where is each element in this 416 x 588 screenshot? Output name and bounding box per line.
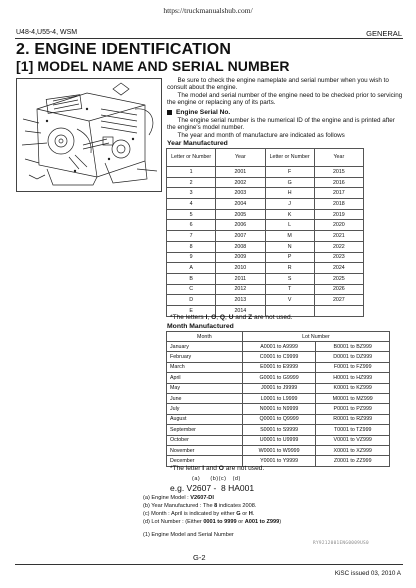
- year-cell: 2011: [216, 273, 265, 284]
- year-cell: A: [167, 263, 216, 274]
- year-cell: H: [265, 188, 314, 199]
- serial-paragraph-2: The year and month of manufacture are indicated as follows: [177, 132, 345, 139]
- year-cell: 2013: [216, 295, 265, 306]
- month-row: [167, 342, 390, 352]
- lot-number-cell: S0001 to S9999: [242, 425, 316, 435]
- year-cell: 2005: [216, 209, 265, 220]
- year-header-year: Year: [216, 149, 265, 167]
- year-row: [167, 209, 364, 220]
- month-row: [167, 435, 390, 445]
- figure-code: RY9212001ENG0009US0: [313, 541, 369, 546]
- year-cell: 2004: [216, 199, 265, 210]
- lot-number-cell: W0001 to W9999: [242, 445, 316, 455]
- month-name-cell: August: [167, 414, 243, 424]
- month-row: [167, 373, 390, 383]
- year-cell: S: [265, 273, 314, 284]
- lot-number-cell: A0001 to A9999: [242, 342, 316, 352]
- year-cell: 2: [167, 177, 216, 188]
- year-cell: 9: [167, 252, 216, 263]
- year-cell: E: [167, 305, 216, 316]
- lot-number-cell: V0001 to VZ999: [316, 435, 390, 445]
- page-number: G-2: [193, 553, 206, 562]
- legend-engine-model: (a) Engine Model : V2607-DI: [143, 495, 214, 501]
- month-row: [167, 404, 390, 414]
- year-cell: 2002: [216, 177, 265, 188]
- year-cell: 4: [167, 199, 216, 210]
- year-row: [167, 167, 364, 178]
- lot-number-cell: M0001 to MZ999: [316, 393, 390, 403]
- month-row: [167, 445, 390, 455]
- month-row: [167, 425, 390, 435]
- year-cell: 2020: [314, 220, 363, 231]
- year-cell: N: [265, 241, 314, 252]
- month-name-cell: March: [167, 362, 243, 372]
- lot-number-cell: P0001 to PZ999: [316, 404, 390, 414]
- year-cell: 2007: [216, 231, 265, 242]
- year-cell: 2021: [314, 231, 363, 242]
- engine-illustration: [17, 79, 162, 192]
- month-name-cell: April: [167, 373, 243, 383]
- lot-number-cell: J0001 to J9999: [242, 383, 316, 393]
- lot-number-cell: U0001 to U9999: [242, 435, 316, 445]
- year-cell: 5: [167, 209, 216, 220]
- lot-number-cell: D0001 to DZ999: [316, 352, 390, 362]
- month-name-cell: June: [167, 393, 243, 403]
- year-header-year-2: Year: [314, 149, 363, 167]
- year-cell: 2025: [314, 273, 363, 284]
- lot-number-cell: F0001 to FZ999: [316, 362, 390, 372]
- lot-number-cell: C0001 to C9999: [242, 352, 316, 362]
- year-cell: B: [167, 273, 216, 284]
- footer-rule: [15, 564, 403, 565]
- header-rule: [15, 38, 403, 39]
- year-cell: 6: [167, 220, 216, 231]
- intro-paragraph-2: The model and serial number of the engine need to be checked prior to servicing the engine or replacing any of its parts.: [167, 92, 403, 107]
- header-manual-id: U48-4,U55-4, WSM: [16, 29, 78, 36]
- year-cell: 2024: [314, 263, 363, 274]
- year-table: [166, 148, 364, 317]
- lot-number-cell: Z0001 to ZZ999: [316, 456, 390, 466]
- year-cell: L: [265, 220, 314, 231]
- lot-number-cell: L0001 to L9999: [242, 393, 316, 403]
- month-name-cell: July: [167, 404, 243, 414]
- example-part-labels: (a) (b)(c) (d): [192, 476, 241, 482]
- header-section: GENERAL: [366, 29, 402, 38]
- month-name-cell: October: [167, 435, 243, 445]
- month-row: [167, 414, 390, 424]
- lot-number-cell: X0001 to XZ999: [316, 445, 390, 455]
- year-cell: 2006: [216, 220, 265, 231]
- lot-number-cell: N0001 to N9999: [242, 404, 316, 414]
- year-cell: 2026: [314, 284, 363, 295]
- year-cell: T: [265, 284, 314, 295]
- year-cell: G: [265, 177, 314, 188]
- year-cell: 2017: [314, 188, 363, 199]
- year-cell: 2008: [216, 241, 265, 252]
- year-row: [167, 284, 364, 295]
- serial-heading: Engine Serial No.: [167, 109, 230, 116]
- month-note: *The letter I and O are not used.: [170, 465, 265, 472]
- year-cell: 2023: [314, 252, 363, 263]
- legend-lot-number: (d) Lot Number : (Either 0001 to 9999 or A001 to Z999): [143, 519, 282, 525]
- month-name-cell: December: [167, 456, 243, 466]
- month-name-cell: November: [167, 445, 243, 455]
- year-row: [167, 263, 364, 274]
- year-row: [167, 220, 364, 231]
- year-cell: 7: [167, 231, 216, 242]
- year-cell: 2016: [314, 177, 363, 188]
- year-cell: 2009: [216, 252, 265, 263]
- square-bullet-icon: [167, 110, 172, 115]
- year-cell: V: [265, 295, 314, 306]
- month-table: [166, 331, 390, 467]
- year-cell: 2014: [216, 305, 265, 316]
- month-name-cell: February: [167, 352, 243, 362]
- subsection-title: [1] MODEL NAME AND SERIAL NUMBER: [16, 58, 290, 74]
- section-title: 2. ENGINE IDENTIFICATION: [16, 41, 232, 58]
- month-row: [167, 393, 390, 403]
- engine-figure: [16, 78, 162, 192]
- month-header-month: Month: [167, 332, 243, 342]
- lot-number-cell: Q0001 to Q9999: [242, 414, 316, 424]
- year-row: [167, 199, 364, 210]
- lot-number-cell: H0001 to HZ999: [316, 373, 390, 383]
- year-row: [167, 231, 364, 242]
- year-cell: 2022: [314, 241, 363, 252]
- month-table-title: Month Manufactured: [167, 323, 234, 330]
- year-cell: 2003: [216, 188, 265, 199]
- year-header-letter-2: Letter or Number: [265, 149, 314, 167]
- year-cell: J: [265, 199, 314, 210]
- site-url[interactable]: https://truckmanualshub.com/: [163, 6, 253, 15]
- lot-number-cell: Y0001 to Y9999: [242, 456, 316, 466]
- year-row: [167, 188, 364, 199]
- year-cell: 2027: [314, 295, 363, 306]
- year-row: [167, 177, 364, 188]
- year-cell: [314, 305, 363, 316]
- month-name-cell: January: [167, 342, 243, 352]
- month-row: [167, 362, 390, 372]
- month-row: [167, 352, 390, 362]
- year-cell: 8: [167, 241, 216, 252]
- year-row: [167, 295, 364, 306]
- month-header-lot: Lot Number: [242, 332, 389, 342]
- year-row: [167, 241, 364, 252]
- year-cell: K: [265, 209, 314, 220]
- year-cell: D: [167, 295, 216, 306]
- year-table-title: Year Manufactured: [167, 140, 228, 147]
- year-cell: 1: [167, 167, 216, 178]
- year-cell: 2010: [216, 263, 265, 274]
- lot-number-cell: K0001 to KZ999: [316, 383, 390, 393]
- month-name-cell: May: [167, 383, 243, 393]
- year-table-body: [167, 167, 364, 317]
- serial-paragraph-1: The engine serial number is the numerical ID of the engine and is printed after the engine's model number.: [167, 117, 395, 132]
- year-row: [167, 252, 364, 263]
- year-note: *The letters I, O, Q, U and Z are not used.: [170, 314, 293, 321]
- year-cell: 2019: [314, 209, 363, 220]
- example-serial: e.g. V2607 - 8 HA001: [170, 483, 255, 493]
- month-row: [167, 383, 390, 393]
- year-cell: F: [265, 167, 314, 178]
- lot-number-cell: R0001 to RZ999: [316, 414, 390, 424]
- figure-caption: (1) Engine Model and Serial Number: [143, 532, 234, 538]
- lot-number-cell: G0001 to G9999: [242, 373, 316, 383]
- lot-number-cell: E0001 to E9999: [242, 362, 316, 372]
- lot-number-cell: T0001 to TZ999: [316, 425, 390, 435]
- year-cell: P: [265, 252, 314, 263]
- year-cell: M: [265, 231, 314, 242]
- legend-year: (b) Year Manufactured : The 8 indicates 2008.: [143, 503, 257, 509]
- year-header-letter: Letter or Number: [167, 149, 216, 167]
- year-cell: 2012: [216, 284, 265, 295]
- intro-paragraph-1: Be sure to check the engine nameplate and serial number when you wish to consult about the engine.: [167, 77, 389, 92]
- legend-month: (c) Month : April is indicated by either G or H.: [143, 511, 255, 517]
- year-cell: C: [167, 284, 216, 295]
- lot-number-cell: B0001 to BZ999: [316, 342, 390, 352]
- year-cell: 3: [167, 188, 216, 199]
- year-row: [167, 273, 364, 284]
- month-table-body: [167, 342, 390, 467]
- year-cell: 2018: [314, 199, 363, 210]
- footer-issue: KiSC issued 03, 2010 A: [334, 570, 401, 577]
- month-name-cell: September: [167, 425, 243, 435]
- year-cell: R: [265, 263, 314, 274]
- year-cell: 2001: [216, 167, 265, 178]
- year-cell: 2015: [314, 167, 363, 178]
